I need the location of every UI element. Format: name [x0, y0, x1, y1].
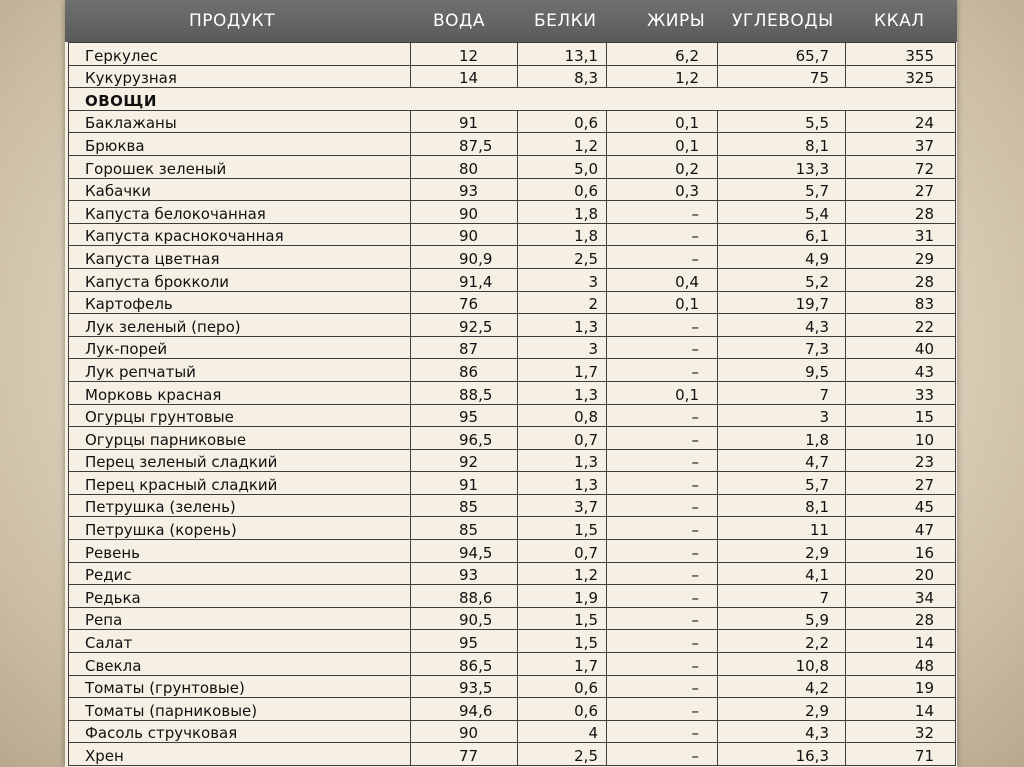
fat-value: 6,2 [607, 43, 718, 66]
fat-value: – [607, 449, 718, 472]
product-name: Редис [69, 562, 411, 585]
fat-value: 0,1 [607, 291, 718, 314]
protein-value: 1,7 [518, 359, 607, 382]
carbs-value: 65,7 [718, 43, 846, 66]
table-row [69, 720, 956, 743]
carbs-value: 2,9 [718, 698, 846, 721]
carbs-value: 4,3 [718, 314, 846, 337]
fat-value: – [607, 743, 718, 766]
table-row [69, 472, 956, 495]
fat-value: 0,3 [607, 178, 718, 201]
kcal-value: 27 [846, 178, 956, 201]
kcal-value: 45 [846, 494, 956, 517]
protein-value: 1,3 [518, 314, 607, 337]
protein-value: 13,1 [518, 43, 607, 66]
kcal-value: 28 [846, 201, 956, 224]
protein-value: 1,3 [518, 381, 607, 404]
water-value: 90,5 [411, 607, 518, 630]
carbs-value: 4,1 [718, 562, 846, 585]
carbs-value: 5,5 [718, 110, 846, 133]
kcal-value: 32 [846, 720, 956, 743]
carbs-value: 4,3 [718, 720, 846, 743]
protein-value: 1,8 [518, 223, 607, 246]
carbs-value: 16,3 [718, 743, 846, 766]
table-row [69, 110, 956, 133]
water-value: 96,5 [411, 427, 518, 450]
product-name: Капуста белокочанная [69, 201, 411, 224]
carbs-value: 7 [718, 585, 846, 608]
product-name: Редька [69, 585, 411, 608]
table-row [69, 359, 956, 382]
product-name: Картофель [69, 291, 411, 314]
fat-value: – [607, 675, 718, 698]
fat-value: – [607, 720, 718, 743]
water-value: 94,5 [411, 540, 518, 563]
kcal-value: 40 [846, 336, 956, 359]
fat-value: – [607, 314, 718, 337]
fat-value: 0,2 [607, 155, 718, 178]
water-value: 87,5 [411, 133, 518, 156]
table-row [69, 178, 956, 201]
product-name: Салат [69, 630, 411, 653]
protein-value: 2,5 [518, 246, 607, 269]
table-row [69, 133, 956, 156]
table-row [69, 291, 956, 314]
table-row [69, 268, 956, 291]
product-name: Лук-порей [69, 336, 411, 359]
carbs-value: 6,1 [718, 223, 846, 246]
carbs-value: 5,7 [718, 472, 846, 495]
table-row [69, 494, 956, 517]
header-kcal: ККАЛ [874, 11, 925, 31]
product-name: Кабачки [69, 178, 411, 201]
fat-value: – [607, 427, 718, 450]
kcal-value: 24 [846, 110, 956, 133]
product-name: Кукурузная [69, 65, 411, 88]
carbs-value: 8,1 [718, 494, 846, 517]
protein-value: 1,3 [518, 449, 607, 472]
carbs-value: 1,8 [718, 427, 846, 450]
protein-value: 1,5 [518, 630, 607, 653]
carbs-value: 8,1 [718, 133, 846, 156]
kcal-value: 83 [846, 291, 956, 314]
table-row [69, 404, 956, 427]
product-name: Геркулес [69, 43, 411, 66]
product-name: Томаты (парниковые) [69, 698, 411, 721]
fat-value: 0,1 [607, 381, 718, 404]
product-name: Репа [69, 607, 411, 630]
table-row [69, 540, 956, 563]
kcal-value: 71 [846, 743, 956, 766]
kcal-value: 27 [846, 472, 956, 495]
water-value: 91,4 [411, 268, 518, 291]
carbs-value: 4,2 [718, 675, 846, 698]
table-row [69, 585, 956, 608]
water-value: 91 [411, 472, 518, 495]
water-value: 93 [411, 562, 518, 585]
kcal-value: 34 [846, 585, 956, 608]
kcal-value: 47 [846, 517, 956, 540]
product-name: Свекла [69, 653, 411, 676]
kcal-value: 28 [846, 607, 956, 630]
fat-value: – [607, 223, 718, 246]
table-row [69, 562, 956, 585]
product-name: Петрушка (корень) [69, 517, 411, 540]
table-row [69, 607, 956, 630]
water-value: 92,5 [411, 314, 518, 337]
water-value: 76 [411, 291, 518, 314]
carbs-value: 5,9 [718, 607, 846, 630]
product-name: Огурцы грунтовые [69, 404, 411, 427]
protein-value: 1,5 [518, 517, 607, 540]
protein-value: 5,0 [518, 155, 607, 178]
water-value: 77 [411, 743, 518, 766]
protein-value: 0,6 [518, 698, 607, 721]
product-name: Томаты (грунтовые) [69, 675, 411, 698]
carbs-value: 19,7 [718, 291, 846, 314]
fat-value: – [607, 653, 718, 676]
carbs-value: 7,3 [718, 336, 846, 359]
water-value: 88,6 [411, 585, 518, 608]
fat-value: 0,1 [607, 133, 718, 156]
product-name: Капуста краснокочанная [69, 223, 411, 246]
protein-value: 3,7 [518, 494, 607, 517]
table-row [69, 201, 956, 224]
protein-value: 0,6 [518, 178, 607, 201]
fat-value: – [607, 630, 718, 653]
carbs-value: 3 [718, 404, 846, 427]
table-row [69, 314, 956, 337]
carbs-value: 5,4 [718, 201, 846, 224]
table-row [69, 743, 956, 766]
carbs-value: 9,5 [718, 359, 846, 382]
carbs-value: 75 [718, 65, 846, 88]
table-row [69, 698, 956, 721]
protein-value: 0,7 [518, 427, 607, 450]
product-name: Лук репчатый [69, 359, 411, 382]
protein-value: 1,9 [518, 585, 607, 608]
fat-value: – [607, 607, 718, 630]
fat-value: – [607, 540, 718, 563]
protein-value: 2 [518, 291, 607, 314]
slide [65, 0, 957, 767]
protein-value: 8,3 [518, 65, 607, 88]
fat-value: 0,1 [607, 110, 718, 133]
table-row [69, 246, 956, 269]
protein-value: 1,3 [518, 472, 607, 495]
water-value: 94,6 [411, 698, 518, 721]
kcal-value: 28 [846, 268, 956, 291]
kcal-value: 48 [846, 653, 956, 676]
product-name: Огурцы парниковые [69, 427, 411, 450]
product-name: Баклажаны [69, 110, 411, 133]
table-row [69, 653, 956, 676]
table-row [69, 675, 956, 698]
kcal-value: 37 [846, 133, 956, 156]
table-row [69, 630, 956, 653]
protein-value: 1,2 [518, 133, 607, 156]
kcal-value: 31 [846, 223, 956, 246]
table-row [69, 43, 956, 66]
protein-value: 1,8 [518, 201, 607, 224]
protein-value: 1,7 [518, 653, 607, 676]
protein-value: 0,6 [518, 675, 607, 698]
water-value: 91 [411, 110, 518, 133]
kcal-value: 355 [846, 43, 956, 66]
product-name: Петрушка (зелень) [69, 494, 411, 517]
water-value: 88,5 [411, 381, 518, 404]
fat-value: – [607, 494, 718, 517]
product-name: Фасоль стручковая [69, 720, 411, 743]
kcal-value: 15 [846, 404, 956, 427]
carbs-value: 7 [718, 381, 846, 404]
water-value: 90 [411, 201, 518, 224]
carbs-value: 5,7 [718, 178, 846, 201]
carbs-value: 2,2 [718, 630, 846, 653]
water-value: 87 [411, 336, 518, 359]
header-carbs: УГЛЕВОДЫ [732, 11, 834, 31]
kcal-value: 43 [846, 359, 956, 382]
carbs-value: 2,9 [718, 540, 846, 563]
kcal-value: 72 [846, 155, 956, 178]
fat-value: – [607, 404, 718, 427]
table-row [69, 427, 956, 450]
kcal-value: 29 [846, 246, 956, 269]
protein-value: 3 [518, 268, 607, 291]
nutrition-table [68, 42, 956, 766]
section-row [69, 88, 956, 111]
fat-value: – [607, 562, 718, 585]
water-value: 80 [411, 155, 518, 178]
fat-value: – [607, 698, 718, 721]
fat-value: 0,4 [607, 268, 718, 291]
product-name: Ревень [69, 540, 411, 563]
product-name: Лук зеленый (перо) [69, 314, 411, 337]
carbs-value: 5,2 [718, 268, 846, 291]
kcal-value: 16 [846, 540, 956, 563]
protein-value: 0,6 [518, 110, 607, 133]
water-value: 86,5 [411, 653, 518, 676]
table-row [69, 223, 956, 246]
table-row [69, 381, 956, 404]
water-value: 85 [411, 517, 518, 540]
kcal-value: 22 [846, 314, 956, 337]
product-name: Хрен [69, 743, 411, 766]
fat-value: 1,2 [607, 65, 718, 88]
water-value: 14 [411, 65, 518, 88]
table-row [69, 517, 956, 540]
carbs-value: 4,7 [718, 449, 846, 472]
protein-value: 2,5 [518, 743, 607, 766]
protein-value: 3 [518, 336, 607, 359]
water-value: 92 [411, 449, 518, 472]
water-value: 93,5 [411, 675, 518, 698]
water-value: 95 [411, 404, 518, 427]
product-name: Горошек зеленый [69, 155, 411, 178]
table-row [69, 65, 956, 88]
kcal-value: 325 [846, 65, 956, 88]
product-name: Морковь красная [69, 381, 411, 404]
table-row [69, 449, 956, 472]
kcal-value: 10 [846, 427, 956, 450]
table-header [65, 0, 957, 42]
carbs-value: 13,3 [718, 155, 846, 178]
kcal-value: 23 [846, 449, 956, 472]
product-name: Перец красный сладкий [69, 472, 411, 495]
table-row [69, 155, 956, 178]
fat-value: – [607, 336, 718, 359]
protein-value: 1,2 [518, 562, 607, 585]
protein-value: 4 [518, 720, 607, 743]
water-value: 85 [411, 494, 518, 517]
fat-value: – [607, 517, 718, 540]
water-value: 93 [411, 178, 518, 201]
header-protein: БЕЛКИ [534, 11, 597, 31]
kcal-value: 33 [846, 381, 956, 404]
section-title: ОВОЩИ [69, 88, 956, 111]
water-value: 86 [411, 359, 518, 382]
water-value: 90,9 [411, 246, 518, 269]
water-value: 90 [411, 223, 518, 246]
protein-value: 0,7 [518, 540, 607, 563]
carbs-value: 10,8 [718, 653, 846, 676]
water-value: 90 [411, 720, 518, 743]
product-name: Капуста броккoли [69, 268, 411, 291]
fat-value: – [607, 585, 718, 608]
carbs-value: 4,9 [718, 246, 846, 269]
product-name: Перец зеленый сладкий [69, 449, 411, 472]
water-value: 12 [411, 43, 518, 66]
product-name: Брюква [69, 133, 411, 156]
kcal-value: 14 [846, 630, 956, 653]
protein-value: 1,5 [518, 607, 607, 630]
fat-value: – [607, 472, 718, 495]
header-fat: ЖИРЫ [647, 11, 706, 31]
kcal-value: 20 [846, 562, 956, 585]
kcal-value: 14 [846, 698, 956, 721]
kcal-value: 19 [846, 675, 956, 698]
table-row [69, 336, 956, 359]
fat-value: – [607, 359, 718, 382]
protein-value: 0,8 [518, 404, 607, 427]
water-value: 95 [411, 630, 518, 653]
header-water: ВОДА [433, 11, 485, 31]
carbs-value: 11 [718, 517, 846, 540]
fat-value: – [607, 246, 718, 269]
header-product: ПРОДУКТ [189, 11, 276, 31]
fat-value: – [607, 201, 718, 224]
product-name: Капуста цветная [69, 246, 411, 269]
